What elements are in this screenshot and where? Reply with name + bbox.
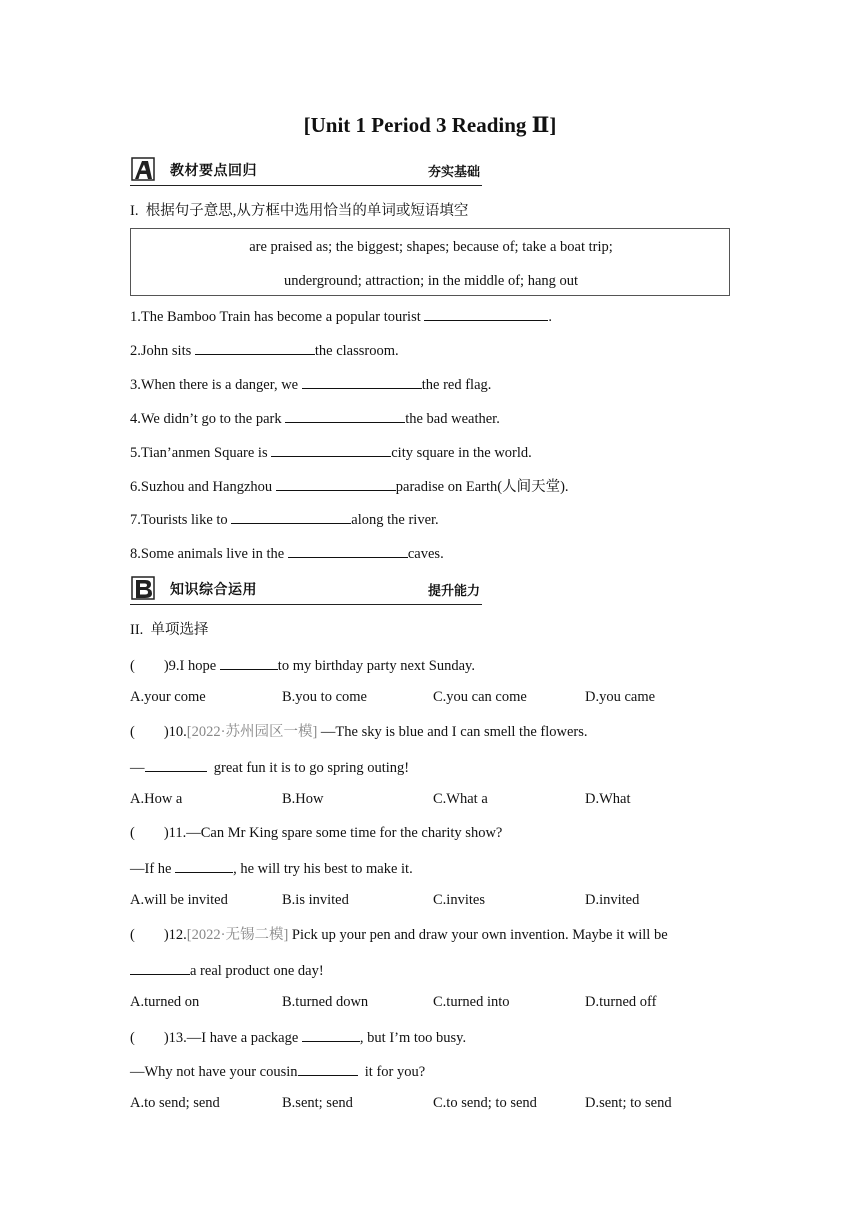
banner-a-subtitle: 夯实基础 xyxy=(427,165,480,180)
word-box xyxy=(130,228,730,296)
fill-item-1 xyxy=(130,306,552,326)
question-text: ( )13.—I have a package xyxy=(130,1030,302,1046)
item-text: 1.The Bamboo Train has become a popular tourist xyxy=(130,309,425,325)
answer-blank[interactable] xyxy=(302,1027,360,1042)
banner-b-subtitle: 提升能力 xyxy=(427,584,480,599)
answer-blank[interactable] xyxy=(285,408,405,423)
item-text: the bad weather. xyxy=(405,411,500,427)
question-text: , but I’m too busy. xyxy=(359,1030,467,1046)
q9-option-b[interactable]: B.you to come xyxy=(282,689,367,705)
answer-blank[interactable] xyxy=(195,340,315,355)
question-text: —If he xyxy=(130,861,176,877)
q13-option-a[interactable]: A.to send; send xyxy=(130,1095,220,1111)
q13-option-d[interactable]: D.sent; to send xyxy=(585,1095,672,1111)
letter-b-badge-icon xyxy=(130,575,156,601)
question-12-line-2 xyxy=(130,960,324,980)
question-13 xyxy=(130,1027,466,1047)
item-text: 7.Tourists like to xyxy=(130,512,232,528)
q9-option-d[interactable]: D.you came xyxy=(585,689,656,705)
question-text: —The sky is blue and I can smell the flowers. xyxy=(317,724,588,740)
fill-item-6 xyxy=(130,476,569,496)
answer-blank[interactable] xyxy=(302,374,422,389)
q9-option-a[interactable]: A.your come xyxy=(130,689,206,705)
question-11-line-2 xyxy=(130,858,413,878)
q11-option-a[interactable]: A.will be invited xyxy=(130,892,228,908)
answer-blank[interactable] xyxy=(288,543,408,558)
question-text: to my birthday party next Sunday. xyxy=(277,658,475,674)
q10-option-d[interactable]: D.What xyxy=(585,791,631,807)
q11-option-c[interactable]: C.invites xyxy=(433,892,485,908)
question-text: a real product one day! xyxy=(190,963,324,979)
item-text: along the river. xyxy=(351,512,439,528)
question-text: great fun it is to go spring outing! xyxy=(206,760,410,776)
question-text: ( )12. xyxy=(130,927,187,943)
q13-option-c[interactable]: C.to send; to send xyxy=(433,1095,537,1111)
section-banner-b xyxy=(130,574,482,605)
q13-option-b[interactable]: B.sent; send xyxy=(282,1095,353,1111)
item-text: 8.Some animals live in the xyxy=(130,546,288,562)
banner-b-title: 知识综合运用 xyxy=(170,582,257,598)
item-text: 6.Suzhou and Hangzhou xyxy=(130,479,276,495)
q12-option-a[interactable]: A.turned on xyxy=(130,994,200,1010)
fill-item-4 xyxy=(130,408,500,428)
item-text: . xyxy=(548,309,553,325)
q10-option-b[interactable]: B.How xyxy=(282,791,324,807)
page-title: [Unit 1 Period 3 Reading Ⅱ] xyxy=(303,113,557,137)
question-13-line-2 xyxy=(130,1061,425,1081)
answer-blank[interactable] xyxy=(220,655,278,670)
q10-option-c[interactable]: C.What a xyxy=(433,791,488,807)
section-banner-a xyxy=(130,155,482,186)
item-text: 5.Tian’anmen Square is xyxy=(130,445,272,461)
answer-blank[interactable] xyxy=(298,1061,358,1076)
item-text: paradise on Earth(人间天堂). xyxy=(395,479,569,495)
q9-option-c[interactable]: C.you can come xyxy=(433,689,527,705)
item-text: city square in the world. xyxy=(391,445,532,461)
question-text: Pick up your pen and draw your own invention. Maybe it will be xyxy=(288,927,668,943)
answer-blank[interactable] xyxy=(231,509,351,524)
q12-option-b[interactable]: B.turned down xyxy=(282,994,369,1010)
letter-a-badge-icon xyxy=(130,156,156,182)
question-11: ( )11.—Can Mr King spare some time for the charity show? xyxy=(130,825,503,841)
question-text: ( )9.I hope xyxy=(130,658,220,674)
question-text: ( )10. xyxy=(130,724,187,740)
answer-blank[interactable] xyxy=(276,476,396,491)
q11-option-d[interactable]: D.invited xyxy=(585,892,640,908)
word-box-line-2: underground; attraction; in the middle of; hang out xyxy=(283,273,579,289)
item-text: 3.When there is a danger, we xyxy=(130,377,302,393)
question-source: [2022·苏州园区一模] xyxy=(186,724,318,740)
banner-a-title: 教材要点回归 xyxy=(170,163,257,179)
question-text: , he will try his best to make it. xyxy=(233,861,413,877)
question-9 xyxy=(130,655,475,675)
q11-option-b[interactable]: B.is invited xyxy=(282,892,349,908)
answer-blank[interactable] xyxy=(424,306,548,321)
fill-item-7 xyxy=(130,509,439,529)
answer-blank[interactable] xyxy=(130,960,190,975)
q10-option-a[interactable]: A.How a xyxy=(130,791,183,807)
question-10-line-2 xyxy=(130,757,409,777)
fill-item-8 xyxy=(130,543,444,563)
section-2-heading: II. 单项选择 xyxy=(130,622,209,638)
section-1-heading: I. 根据句子意思,从方框中选用恰当的单词或短语填空 xyxy=(130,203,469,219)
question-12 xyxy=(130,926,668,944)
item-text: the classroom. xyxy=(314,343,399,359)
word-box-line-1: are praised as; the biggest; shapes; because of; take a boat trip; xyxy=(249,239,613,255)
answer-blank[interactable] xyxy=(145,757,207,772)
item-text: caves. xyxy=(407,546,444,562)
item-text: 4.We didn’t go to the park xyxy=(130,411,286,427)
fill-item-5 xyxy=(130,442,532,462)
question-10 xyxy=(130,723,588,741)
question-text: — xyxy=(130,760,145,776)
fill-item-3 xyxy=(130,374,491,394)
answer-blank[interactable] xyxy=(175,858,233,873)
question-source: [2022·无锡二模] xyxy=(186,927,289,943)
q12-option-d[interactable]: D.turned off xyxy=(585,994,657,1010)
item-text: the red flag. xyxy=(421,377,492,393)
answer-blank[interactable] xyxy=(271,442,391,457)
question-text: it for you? xyxy=(357,1064,426,1080)
question-text: —Why not have your cousin xyxy=(130,1064,298,1080)
q12-option-c[interactable]: C.turned into xyxy=(433,994,510,1010)
fill-item-2 xyxy=(130,340,399,360)
item-text: 2.John sits xyxy=(130,343,195,359)
